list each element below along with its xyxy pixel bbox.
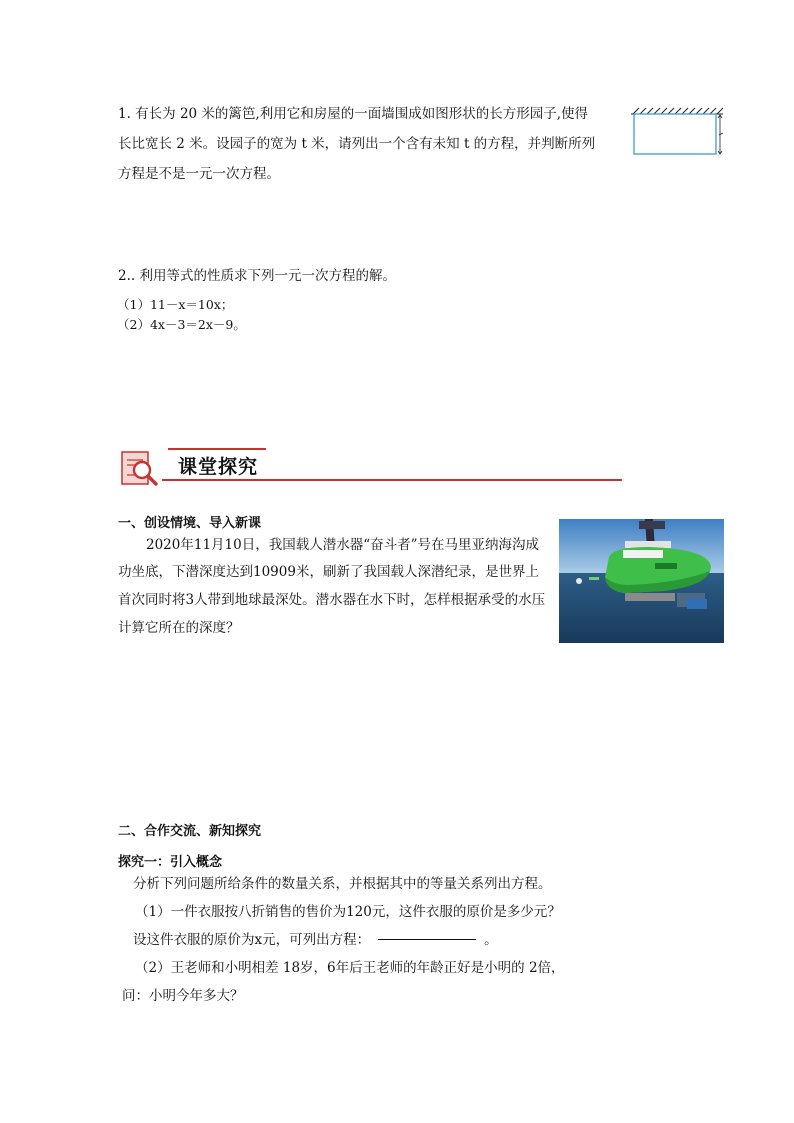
width-dimension: [718, 115, 723, 154]
q2-title: 2.. 利用等式的性质求下列一元一次方程的解。: [118, 268, 396, 284]
answer-blank[interactable]: [378, 939, 476, 940]
q1-line1: 1. 有长为 20 米的篱笆,利用它和房屋的一面墙围成如图形状的长方形园子,使得: [118, 106, 589, 122]
problem1-setup-text: 设这件衣服的原价为x元，可列出方程：: [133, 932, 371, 948]
part1-line1: 2020年11月10日，我国载人潜水器“奋斗者”号在马里亚纳海沟成: [146, 537, 540, 553]
magnifier-document-icon: [120, 448, 160, 488]
banner-rule-top: [168, 448, 266, 450]
garden-rectangle: [634, 114, 716, 154]
section-title: 课堂探究: [178, 456, 259, 478]
q2-item2: （2）4x－3＝2x－9。: [117, 317, 246, 332]
part2-intro: 分析下列问题所给条件的数量关系，并根据其中的等量关系列出方程。: [133, 876, 552, 892]
section-banner: [120, 442, 625, 492]
problem1-end: 。: [484, 932, 498, 948]
garden-figure: [627, 105, 737, 165]
q2-item1: （1）11－x＝10x；: [117, 297, 234, 312]
q1-line2: 长比宽长 2 米。设园子的宽为 t 米，请列出一个含有未知 t 的方程，并判断所列: [118, 136, 596, 152]
wall-hatching: [631, 108, 723, 114]
part1-line4: 计算它所在的深度？: [118, 620, 240, 636]
problem1: （1）一件衣服按八折销售的售价为120元，这件衣服的原价是多少元？: [135, 904, 561, 920]
explore1-heading: 探究一：引入概念: [118, 855, 223, 870]
q1-line3: 方程是不是一元一次方程。: [118, 166, 280, 182]
part2-heading: 二、合作交流、新知探究: [118, 824, 262, 839]
problem2-line1: （2）王老师和小明相差 18岁，6年后王老师的年龄正好是小明的 2倍，: [135, 960, 565, 976]
submersible-photo: [559, 519, 724, 643]
banner-rule-bottom: [162, 479, 622, 481]
problem1-setup: [133, 926, 498, 954]
problem2-line2: 问：小明今年多大？: [122, 988, 244, 1004]
part1-line2: 功坐底，下潜深度达到10909米，刷新了我国载人深潜纪录，是世界上: [118, 564, 539, 580]
part1-heading: 一、创设情境、导入新课: [118, 516, 262, 531]
part1-line3: 首次同时将3人带到地球最深处。潜水器在水下时，怎样根据承受的水压: [118, 592, 546, 608]
